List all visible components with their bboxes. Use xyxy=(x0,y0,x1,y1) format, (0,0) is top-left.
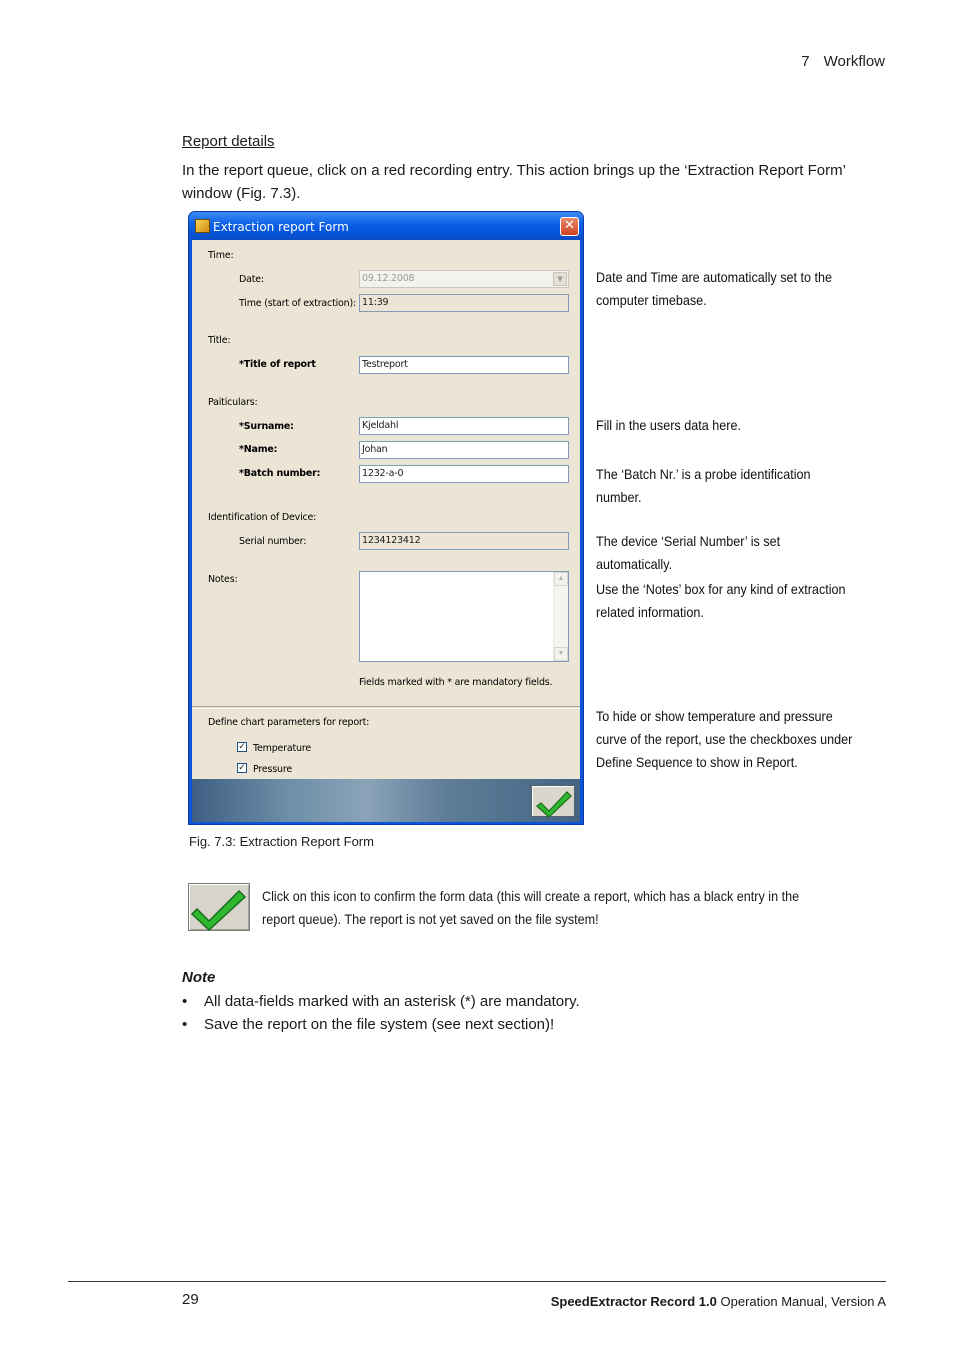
scroll-up-icon[interactable]: ▲ xyxy=(554,572,568,586)
annotation-chart: To hide or show temperature and pressure curve of the report, use the checkboxes under Define Sequence to show in Report. xyxy=(596,708,853,770)
confirm-button[interactable] xyxy=(531,785,575,817)
report-title-input[interactable]: Testreport xyxy=(359,356,569,374)
serial-label: Serial number: xyxy=(239,536,307,547)
button-bar xyxy=(192,779,580,822)
checkmark-icon xyxy=(532,786,576,818)
form-area xyxy=(192,240,580,706)
intro-paragraph: In the report queue, click on a red recording entry. This action brings up the ‘Extraction Report Form’ window (Fig. 7.3). xyxy=(182,162,846,202)
batch-label: *Batch number: xyxy=(239,468,321,479)
time-field: 11:39 xyxy=(359,294,569,312)
list-item: • All data-fields marked with an asterisk (*) are mandatory. xyxy=(182,990,580,1013)
temperature-checkbox[interactable]: ✓ xyxy=(238,742,246,752)
product-name: SpeedExtractor Record 1.0 xyxy=(550,1294,717,1309)
window-title: Extraction report Form xyxy=(213,220,349,234)
annotation-batch: The ‘Batch Nr.’ is a probe identification number. xyxy=(596,466,811,505)
note-list xyxy=(182,990,580,1036)
notes-label: Notes: xyxy=(208,574,238,585)
serial-field: 1234123412 xyxy=(359,532,569,550)
note-heading: Note xyxy=(182,969,216,986)
close-icon[interactable]: ✕ xyxy=(560,217,579,236)
chart-params-area xyxy=(192,709,580,779)
annotation-date-time: Date and Time are automatically set to the computer timebase. xyxy=(596,269,833,308)
section-title: Report details xyxy=(182,133,275,150)
date-field xyxy=(359,270,569,288)
figure-caption: Fig. 7.3: Extraction Report Form xyxy=(189,834,374,849)
time-label: Time (start of extraction): xyxy=(239,298,356,309)
name-input[interactable]: Johan xyxy=(359,441,569,459)
annotation-users-data: Fill in the users data here. xyxy=(596,417,741,433)
date-label: Date: xyxy=(239,274,264,285)
chevron-down-icon: ▼ xyxy=(553,272,567,286)
date-value: 09.12.2008 xyxy=(362,273,415,284)
notes-scrollbar[interactable] xyxy=(553,572,568,661)
report-title-label: *Title of report xyxy=(239,359,316,370)
particulars-group-label: Paiticulars: xyxy=(208,397,258,408)
extraction-report-window xyxy=(188,211,584,825)
checkmark-icon xyxy=(189,884,251,932)
chapter-number: 7 xyxy=(801,53,810,70)
confirm-icon-button xyxy=(188,883,250,931)
surname-input[interactable]: Kjeldahl xyxy=(359,417,569,435)
footer-doc-info xyxy=(551,1294,886,1309)
chapter-header xyxy=(801,53,885,70)
title-group-label: Title: xyxy=(208,335,231,346)
window-body xyxy=(192,240,580,822)
mandatory-hint: Fields marked with * are mandatory fields. xyxy=(359,677,553,688)
device-group-label: Identification of Device: xyxy=(208,512,317,523)
chapter-title: Workflow xyxy=(823,53,885,70)
temperature-label: Temperature xyxy=(253,743,311,754)
scroll-down-icon[interactable]: ▼ xyxy=(554,647,568,661)
doc-version: Operation Manual, Version A xyxy=(716,1294,886,1309)
surname-label: *Surname: xyxy=(239,421,294,432)
chart-params-label: Define chart parameters for report: xyxy=(208,717,370,728)
pressure-checkbox[interactable]: ✓ xyxy=(238,763,246,773)
page-number: 29 xyxy=(182,1291,199,1308)
notes-textarea[interactable] xyxy=(359,571,569,662)
app-icon xyxy=(195,219,210,233)
footer-divider xyxy=(68,1281,886,1282)
batch-input[interactable]: 1232-a-0 xyxy=(359,465,569,483)
annotation-notes: Use the ‘Notes’ box for any kind of extraction related information. xyxy=(596,581,846,620)
window-titlebar xyxy=(189,212,583,240)
list-item: • Save the report on the file system (see next section)! xyxy=(182,1013,580,1036)
time-group-label: Time: xyxy=(208,250,234,261)
confirm-description: Click on this icon to confirm the form data (this will create a report, which has a black entry in the report queue). The report is not yet saved on the file system! xyxy=(262,888,800,927)
pressure-label: Pressure xyxy=(253,764,292,775)
annotation-serial: The device ‘Serial Number’ is set automatically. xyxy=(596,533,781,572)
name-label: *Name: xyxy=(239,444,278,455)
